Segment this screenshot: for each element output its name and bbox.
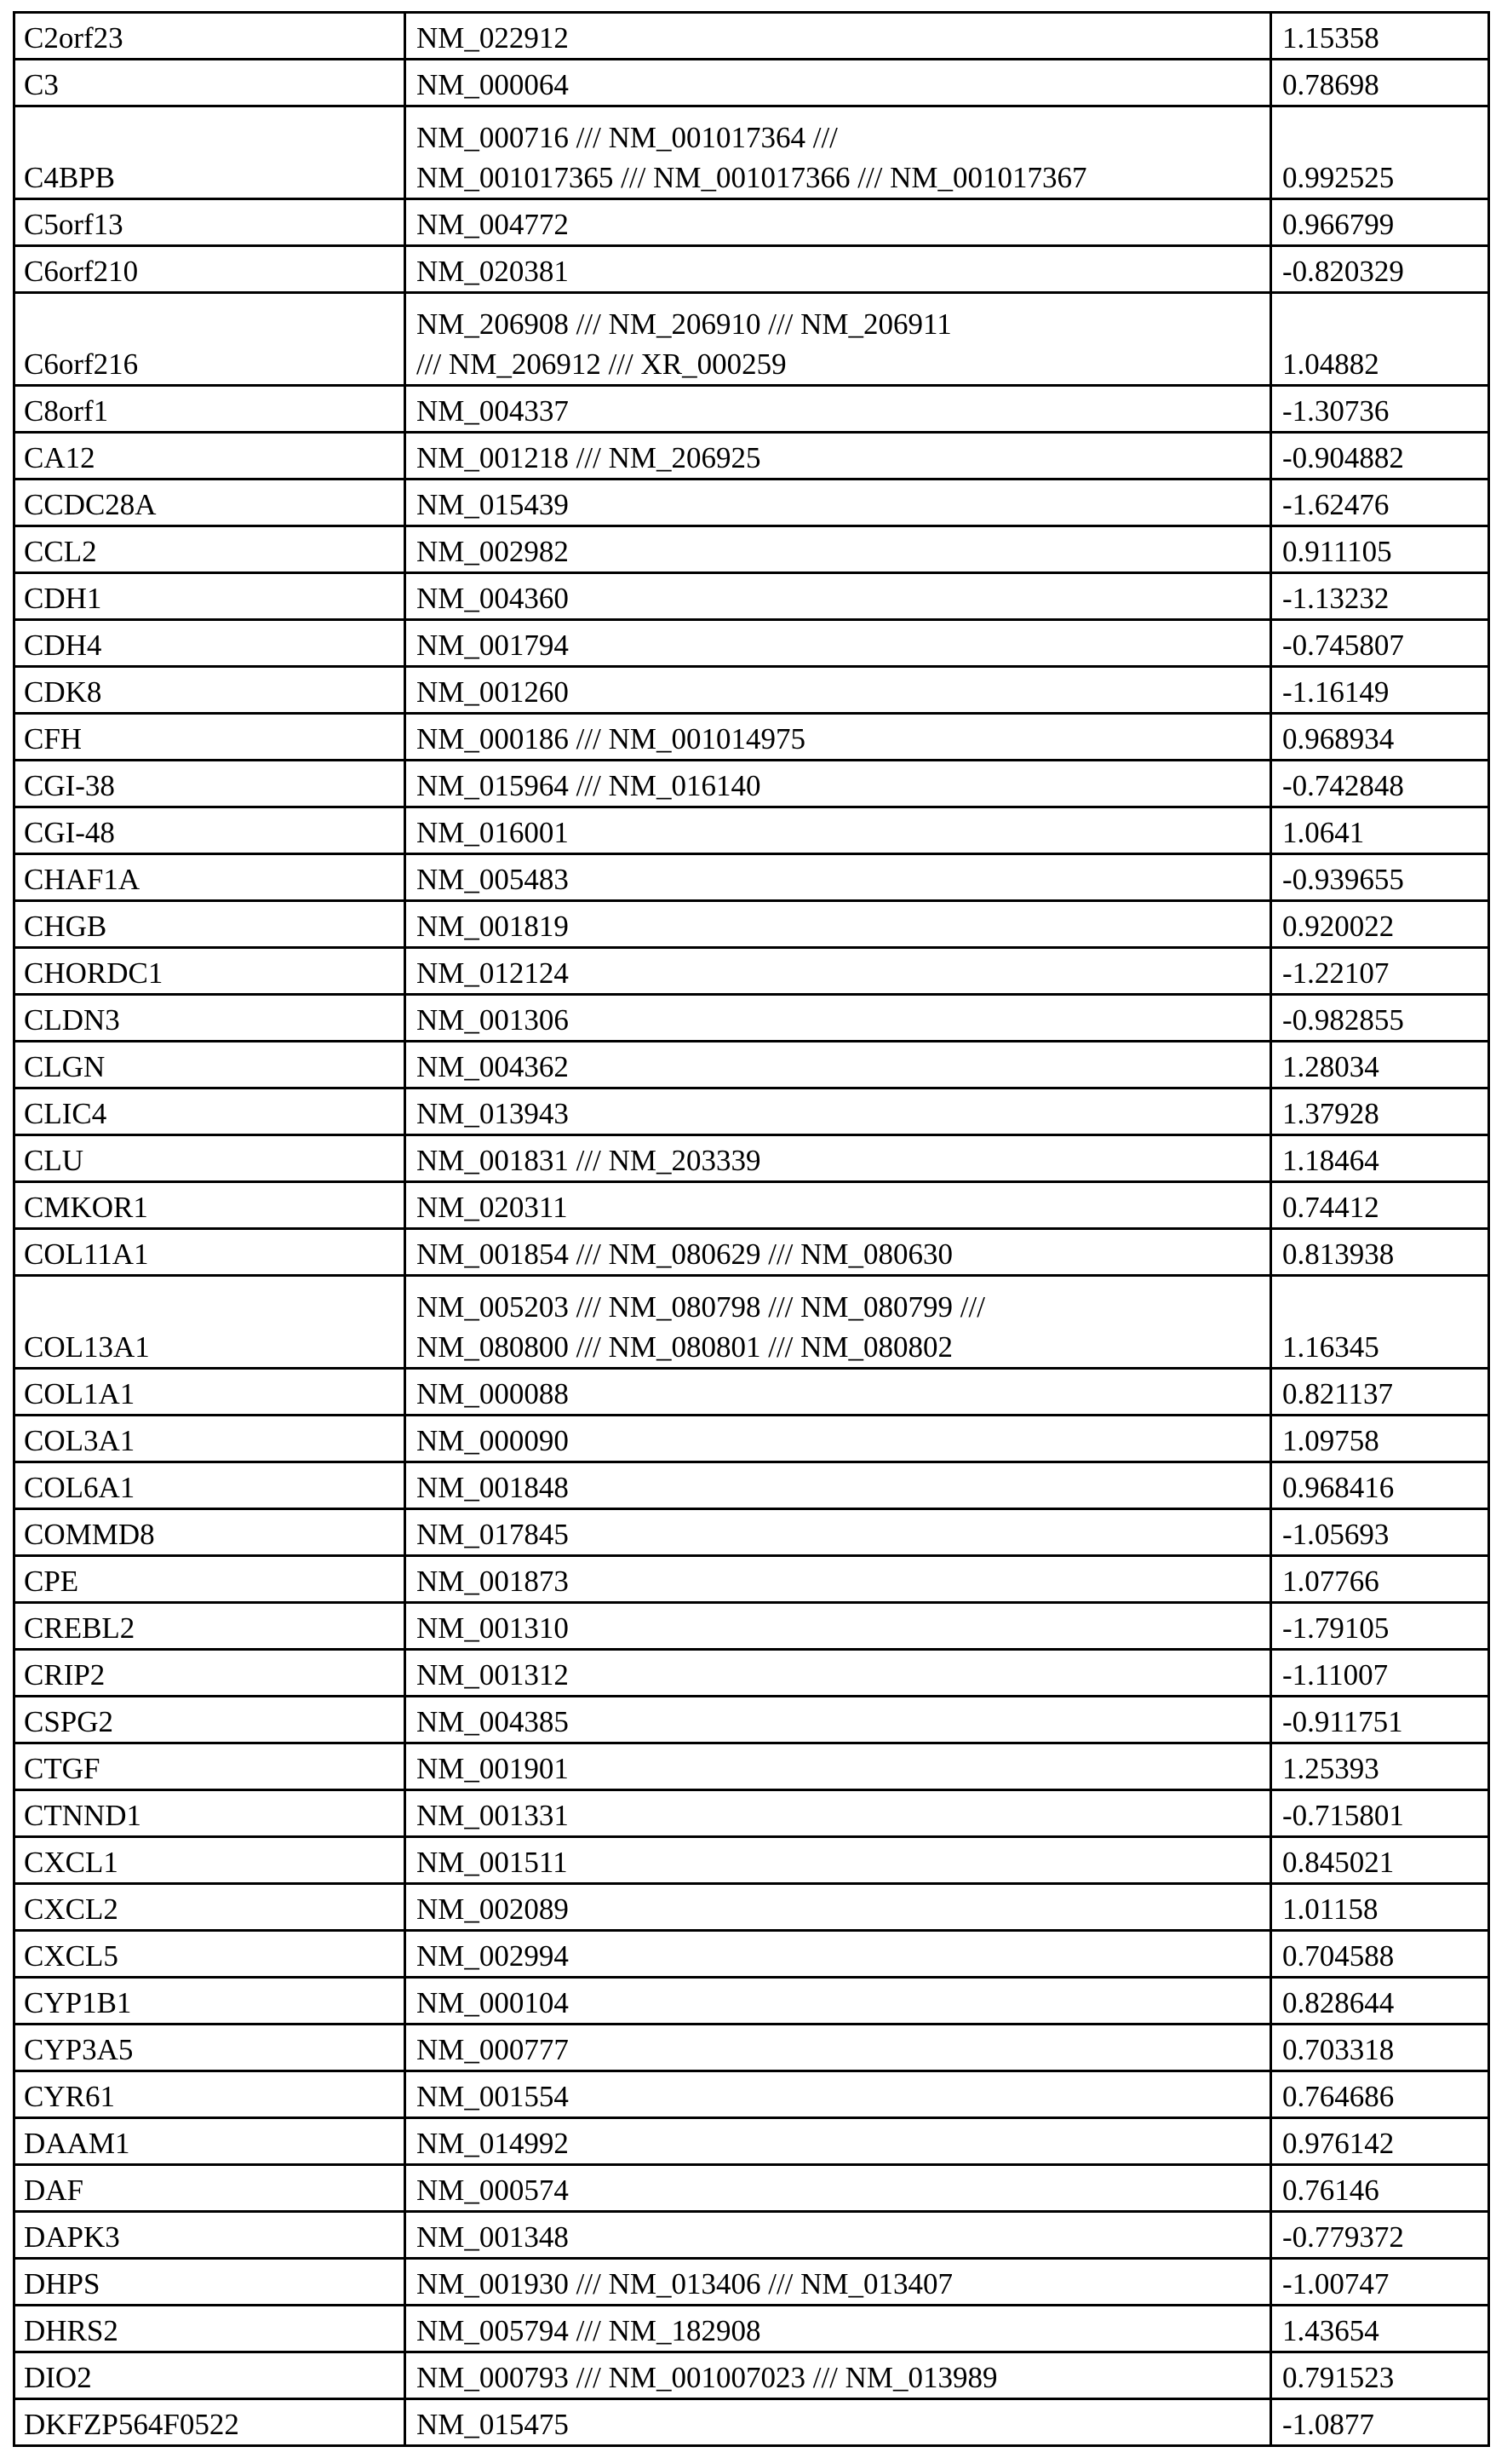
value-cell: 1.37928 bbox=[1271, 1088, 1489, 1135]
table-row bbox=[14, 2306, 1489, 2352]
gene-symbol-cell: CYR61 bbox=[14, 2071, 405, 2118]
accession-cell bbox=[405, 2399, 1271, 2446]
accession-cell bbox=[405, 2306, 1271, 2352]
value-cell: 0.78698 bbox=[1271, 60, 1489, 106]
table-row bbox=[14, 480, 1489, 526]
table-row bbox=[14, 1931, 1489, 1978]
gene-symbol-cell: CLGN bbox=[14, 1042, 405, 1088]
accession-line: NM_001930 /// NM_013406 /// NM_013407 bbox=[416, 2267, 954, 2300]
value-cell: -1.22107 bbox=[1271, 948, 1489, 995]
value-cell: 0.821137 bbox=[1271, 1369, 1489, 1416]
table-row bbox=[14, 1088, 1489, 1135]
gene-symbol-cell: DKFZP564F0522 bbox=[14, 2399, 405, 2446]
accession-line: NM_001873 bbox=[416, 1565, 569, 1598]
accession-cell bbox=[405, 1416, 1271, 1462]
accession-cell bbox=[405, 526, 1271, 573]
table-row bbox=[14, 1135, 1489, 1182]
table-row bbox=[14, 1042, 1489, 1088]
accession-line: NM_001218 /// NM_206925 bbox=[416, 441, 761, 474]
accession-cell bbox=[405, 2071, 1271, 2118]
table-row bbox=[14, 2259, 1489, 2306]
gene-symbol-cell: CGI-38 bbox=[14, 761, 405, 807]
accession-line: NM_000064 bbox=[416, 68, 569, 101]
value-cell: -0.904882 bbox=[1271, 433, 1489, 480]
accession-cell bbox=[405, 1088, 1271, 1135]
accession-cell bbox=[405, 854, 1271, 901]
gene-symbol-cell: DHRS2 bbox=[14, 2306, 405, 2352]
accession-line: NM_013943 bbox=[416, 1097, 569, 1130]
gene-expression-table bbox=[13, 11, 1490, 2447]
gene-symbol-cell: DIO2 bbox=[14, 2352, 405, 2399]
table-row bbox=[14, 2025, 1489, 2071]
accession-line: NM_002982 bbox=[416, 535, 569, 568]
accession-line: NM_020381 bbox=[416, 255, 569, 288]
accession-cell bbox=[405, 2025, 1271, 2071]
table-row bbox=[14, 901, 1489, 948]
table-row bbox=[14, 995, 1489, 1042]
accession-cell bbox=[405, 2352, 1271, 2399]
table-row bbox=[14, 433, 1489, 480]
table-row bbox=[14, 667, 1489, 714]
accession-cell bbox=[405, 386, 1271, 433]
accession-line: NM_001554 bbox=[416, 2080, 569, 2113]
accession-line: NM_022912 bbox=[416, 21, 569, 55]
accession-cell bbox=[405, 1978, 1271, 2025]
table-row bbox=[14, 1837, 1489, 1884]
value-cell: -0.820329 bbox=[1271, 246, 1489, 293]
gene-symbol-cell: COL13A1 bbox=[14, 1276, 405, 1369]
accession-cell bbox=[405, 2165, 1271, 2212]
value-cell: 1.16345 bbox=[1271, 1276, 1489, 1369]
accession-line: NM_004362 bbox=[416, 1050, 569, 1083]
accession-line: NM_001794 bbox=[416, 629, 569, 662]
table-row bbox=[14, 1182, 1489, 1229]
accession-cell bbox=[405, 13, 1271, 60]
accession-cell bbox=[405, 293, 1271, 386]
accession-line: NM_002089 bbox=[416, 1893, 569, 1926]
accession-line: NM_001310 bbox=[416, 1611, 569, 1645]
gene-symbol-cell: C6orf216 bbox=[14, 293, 405, 386]
value-cell: 1.04882 bbox=[1271, 293, 1489, 386]
value-cell: 0.74412 bbox=[1271, 1182, 1489, 1229]
gene-symbol-cell: DAF bbox=[14, 2165, 405, 2212]
accession-cell bbox=[405, 1884, 1271, 1931]
accession-line: NM_000716 /// NM_001017364 /// bbox=[416, 121, 838, 154]
accession-cell bbox=[405, 1743, 1271, 1790]
gene-symbol-cell: CREBL2 bbox=[14, 1603, 405, 1650]
value-cell: 0.966799 bbox=[1271, 199, 1489, 246]
accession-line: NM_001260 bbox=[416, 675, 569, 709]
gene-symbol-cell: CHAF1A bbox=[14, 854, 405, 901]
accession-line: NM_001511 bbox=[416, 1846, 568, 1879]
accession-cell bbox=[405, 1790, 1271, 1837]
gene-symbol-cell: CA12 bbox=[14, 433, 405, 480]
accession-line: NM_001848 bbox=[416, 1471, 569, 1504]
table-row bbox=[14, 1509, 1489, 1556]
value-cell: 1.0641 bbox=[1271, 807, 1489, 854]
value-cell: -0.715801 bbox=[1271, 1790, 1489, 1837]
gene-symbol-cell: CDH1 bbox=[14, 573, 405, 620]
gene-symbol-cell: CLIC4 bbox=[14, 1088, 405, 1135]
gene-symbol-cell: CLU bbox=[14, 1135, 405, 1182]
table-row bbox=[14, 2071, 1489, 2118]
gene-symbol-cell: CMKOR1 bbox=[14, 1182, 405, 1229]
table-row bbox=[14, 1650, 1489, 1697]
value-cell: 1.28034 bbox=[1271, 1042, 1489, 1088]
accession-line: NM_015964 /// NM_016140 bbox=[416, 769, 761, 802]
value-cell: 0.920022 bbox=[1271, 901, 1489, 948]
value-cell: -1.13232 bbox=[1271, 573, 1489, 620]
gene-symbol-cell: C8orf1 bbox=[14, 386, 405, 433]
table-row bbox=[14, 2165, 1489, 2212]
accession-line: NM_005203 /// NM_080798 /// NM_080799 /// bbox=[416, 1290, 985, 1324]
accession-line: NM_004772 bbox=[416, 208, 569, 241]
value-cell: -0.745807 bbox=[1271, 620, 1489, 667]
accession-cell bbox=[405, 1462, 1271, 1509]
gene-symbol-cell: COL1A1 bbox=[14, 1369, 405, 1416]
gene-symbol-cell: C6orf210 bbox=[14, 246, 405, 293]
value-cell: -1.16149 bbox=[1271, 667, 1489, 714]
table-row bbox=[14, 199, 1489, 246]
value-cell: 0.992525 bbox=[1271, 106, 1489, 199]
gene-symbol-cell: C3 bbox=[14, 60, 405, 106]
table-row bbox=[14, 1884, 1489, 1931]
gene-symbol-cell: DAAM1 bbox=[14, 2118, 405, 2165]
table-row bbox=[14, 1743, 1489, 1790]
table-row bbox=[14, 526, 1489, 573]
value-cell: 1.15358 bbox=[1271, 13, 1489, 60]
accession-cell bbox=[405, 1650, 1271, 1697]
accession-line: NM_001831 /// NM_203339 bbox=[416, 1144, 761, 1177]
value-cell: 0.976142 bbox=[1271, 2118, 1489, 2165]
gene-symbol-cell: C4BPB bbox=[14, 106, 405, 199]
table-body bbox=[14, 13, 1489, 2446]
table-row bbox=[14, 573, 1489, 620]
accession-line: NM_000186 /// NM_001014975 bbox=[416, 722, 805, 755]
value-cell: 1.07766 bbox=[1271, 1556, 1489, 1603]
value-cell: 1.43654 bbox=[1271, 2306, 1489, 2352]
gene-symbol-cell: COMMD8 bbox=[14, 1509, 405, 1556]
table-row bbox=[14, 620, 1489, 667]
gene-symbol-cell: CXCL5 bbox=[14, 1931, 405, 1978]
accession-line: NM_004337 bbox=[416, 394, 569, 428]
gene-symbol-cell: DAPK3 bbox=[14, 2212, 405, 2259]
value-cell: -1.30736 bbox=[1271, 386, 1489, 433]
table-row bbox=[14, 948, 1489, 995]
value-cell: -1.0877 bbox=[1271, 2399, 1489, 2446]
gene-symbol-cell: CRIP2 bbox=[14, 1650, 405, 1697]
value-cell: 0.791523 bbox=[1271, 2352, 1489, 2399]
accession-cell bbox=[405, 480, 1271, 526]
value-cell: 1.01158 bbox=[1271, 1884, 1489, 1931]
gene-symbol-cell: COL11A1 bbox=[14, 1229, 405, 1276]
gene-symbol-cell: CFH bbox=[14, 714, 405, 761]
value-cell: 0.911105 bbox=[1271, 526, 1489, 573]
gene-symbol-cell: CHORDC1 bbox=[14, 948, 405, 995]
accession-cell bbox=[405, 2259, 1271, 2306]
table-row bbox=[14, 2352, 1489, 2399]
accession-cell bbox=[405, 1182, 1271, 1229]
gene-symbol-cell: CYP3A5 bbox=[14, 2025, 405, 2071]
gene-symbol-cell: CXCL2 bbox=[14, 1884, 405, 1931]
accession-line: NM_001819 bbox=[416, 910, 569, 943]
gene-symbol-cell: CPE bbox=[14, 1556, 405, 1603]
accession-cell bbox=[405, 807, 1271, 854]
accession-line: NM_000574 bbox=[416, 2174, 569, 2207]
accession-line: NM_000777 bbox=[416, 2033, 569, 2066]
table-row bbox=[14, 106, 1489, 199]
accession-line: NM_001306 bbox=[416, 1003, 569, 1037]
accession-cell bbox=[405, 1042, 1271, 1088]
gene-symbol-cell: CCL2 bbox=[14, 526, 405, 573]
table-row bbox=[14, 1556, 1489, 1603]
value-cell: 0.845021 bbox=[1271, 1837, 1489, 1884]
accession-line: NM_001901 bbox=[416, 1752, 569, 1785]
value-cell: 0.968934 bbox=[1271, 714, 1489, 761]
accession-cell bbox=[405, 1276, 1271, 1369]
accession-cell bbox=[405, 199, 1271, 246]
accession-cell bbox=[405, 1135, 1271, 1182]
accession-line: NM_001331 bbox=[416, 1799, 569, 1832]
accession-cell bbox=[405, 573, 1271, 620]
gene-symbol-cell: C5orf13 bbox=[14, 199, 405, 246]
table-row bbox=[14, 1697, 1489, 1743]
table-row bbox=[14, 1978, 1489, 2025]
accession-cell bbox=[405, 1556, 1271, 1603]
accession-line: NM_001854 /// NM_080629 /// NM_080630 bbox=[416, 1238, 954, 1271]
value-cell: -1.05693 bbox=[1271, 1509, 1489, 1556]
value-cell: -1.11007 bbox=[1271, 1650, 1489, 1697]
table-row bbox=[14, 60, 1489, 106]
gene-symbol-cell: CCDC28A bbox=[14, 480, 405, 526]
value-cell: 0.703318 bbox=[1271, 2025, 1489, 2071]
value-cell: 1.18464 bbox=[1271, 1135, 1489, 1182]
table-row bbox=[14, 13, 1489, 60]
accession-line: NM_004385 bbox=[416, 1705, 569, 1738]
gene-symbol-cell: CDK8 bbox=[14, 667, 405, 714]
gene-symbol-cell: CHGB bbox=[14, 901, 405, 948]
table-row bbox=[14, 246, 1489, 293]
gene-symbol-cell: CGI-48 bbox=[14, 807, 405, 854]
accession-cell bbox=[405, 1837, 1271, 1884]
accession-line: NM_016001 bbox=[416, 816, 569, 849]
value-cell: -0.939655 bbox=[1271, 854, 1489, 901]
accession-cell bbox=[405, 761, 1271, 807]
accession-cell bbox=[405, 1369, 1271, 1416]
value-cell: 0.76146 bbox=[1271, 2165, 1489, 2212]
value-cell: 1.25393 bbox=[1271, 1743, 1489, 1790]
table-row bbox=[14, 714, 1489, 761]
accession-line: NM_015475 bbox=[416, 2408, 569, 2441]
value-cell: 0.704588 bbox=[1271, 1931, 1489, 1978]
accession-cell bbox=[405, 106, 1271, 199]
value-cell: -0.779372 bbox=[1271, 2212, 1489, 2259]
table-row bbox=[14, 1603, 1489, 1650]
accession-line: NM_001348 bbox=[416, 2220, 569, 2254]
table-row bbox=[14, 2399, 1489, 2446]
gene-symbol-cell: DHPS bbox=[14, 2259, 405, 2306]
gene-symbol-cell: CXCL1 bbox=[14, 1837, 405, 1884]
gene-symbol-cell: CLDN3 bbox=[14, 995, 405, 1042]
accession-cell bbox=[405, 1603, 1271, 1650]
accession-cell bbox=[405, 60, 1271, 106]
value-cell: -1.62476 bbox=[1271, 480, 1489, 526]
table-row bbox=[14, 761, 1489, 807]
accession-line: NM_000088 bbox=[416, 1377, 569, 1410]
accession-line: NM_004360 bbox=[416, 582, 569, 615]
accession-cell bbox=[405, 2118, 1271, 2165]
accession-line: NM_000090 bbox=[416, 1424, 569, 1457]
accession-line: NM_005794 /// NM_182908 bbox=[416, 2314, 761, 2347]
value-cell: -0.742848 bbox=[1271, 761, 1489, 807]
value-cell: -0.982855 bbox=[1271, 995, 1489, 1042]
value-cell: 0.968416 bbox=[1271, 1462, 1489, 1509]
table-row bbox=[14, 1369, 1489, 1416]
accession-cell bbox=[405, 1931, 1271, 1978]
accession-cell bbox=[405, 667, 1271, 714]
value-cell: 1.09758 bbox=[1271, 1416, 1489, 1462]
gene-symbol-cell: CTGF bbox=[14, 1743, 405, 1790]
table-row bbox=[14, 1229, 1489, 1276]
value-cell: 0.764686 bbox=[1271, 2071, 1489, 2118]
gene-symbol-cell: CYP1B1 bbox=[14, 1978, 405, 2025]
table-row bbox=[14, 1790, 1489, 1837]
accession-cell bbox=[405, 1509, 1271, 1556]
accession-line: NM_206908 /// NM_206910 /// NM_206911 bbox=[416, 307, 952, 341]
accession-cell bbox=[405, 246, 1271, 293]
table-row bbox=[14, 854, 1489, 901]
accession-line: NM_014992 bbox=[416, 2127, 569, 2160]
table-row bbox=[14, 807, 1489, 854]
accession-cell bbox=[405, 995, 1271, 1042]
gene-symbol-cell: COL3A1 bbox=[14, 1416, 405, 1462]
accession-line: NM_002994 bbox=[416, 1939, 569, 1973]
accession-cell bbox=[405, 620, 1271, 667]
value-cell: -1.00747 bbox=[1271, 2259, 1489, 2306]
value-cell: -1.79105 bbox=[1271, 1603, 1489, 1650]
accession-cell bbox=[405, 901, 1271, 948]
table-row bbox=[14, 1462, 1489, 1509]
accession-line: NM_000104 bbox=[416, 1986, 569, 2019]
table-row bbox=[14, 386, 1489, 433]
accession-cell bbox=[405, 948, 1271, 995]
table-row bbox=[14, 1276, 1489, 1369]
accession-line: NM_020311 bbox=[416, 1191, 568, 1224]
table-row bbox=[14, 293, 1489, 386]
accession-line: NM_017845 bbox=[416, 1518, 569, 1551]
accession-cell bbox=[405, 714, 1271, 761]
gene-symbol-cell: C2orf23 bbox=[14, 13, 405, 60]
value-cell: -0.911751 bbox=[1271, 1697, 1489, 1743]
accession-line: NM_012124 bbox=[416, 956, 569, 990]
accession-line: /// NM_206912 /// XR_000259 bbox=[416, 347, 787, 381]
accession-line: NM_001312 bbox=[416, 1658, 569, 1691]
value-cell: 0.828644 bbox=[1271, 1978, 1489, 2025]
accession-cell bbox=[405, 2212, 1271, 2259]
value-cell: 0.813938 bbox=[1271, 1229, 1489, 1276]
table-row bbox=[14, 1416, 1489, 1462]
table-row bbox=[14, 2118, 1489, 2165]
accession-line: NM_005483 bbox=[416, 863, 569, 896]
accession-cell bbox=[405, 1229, 1271, 1276]
accession-cell bbox=[405, 433, 1271, 480]
gene-symbol-cell: COL6A1 bbox=[14, 1462, 405, 1509]
gene-symbol-cell: CDH4 bbox=[14, 620, 405, 667]
accession-line: NM_000793 /// NM_001007023 /// NM_013989 bbox=[416, 2361, 998, 2394]
accession-line: NM_015439 bbox=[416, 488, 569, 521]
gene-symbol-cell: CTNND1 bbox=[14, 1790, 405, 1837]
accession-line: NM_001017365 /// NM_001017366 /// NM_001017367 bbox=[416, 161, 1087, 194]
table-row bbox=[14, 2212, 1489, 2259]
accession-cell bbox=[405, 1697, 1271, 1743]
accession-line: NM_080800 /// NM_080801 /// NM_080802 bbox=[416, 1330, 954, 1364]
gene-symbol-cell: CSPG2 bbox=[14, 1697, 405, 1743]
